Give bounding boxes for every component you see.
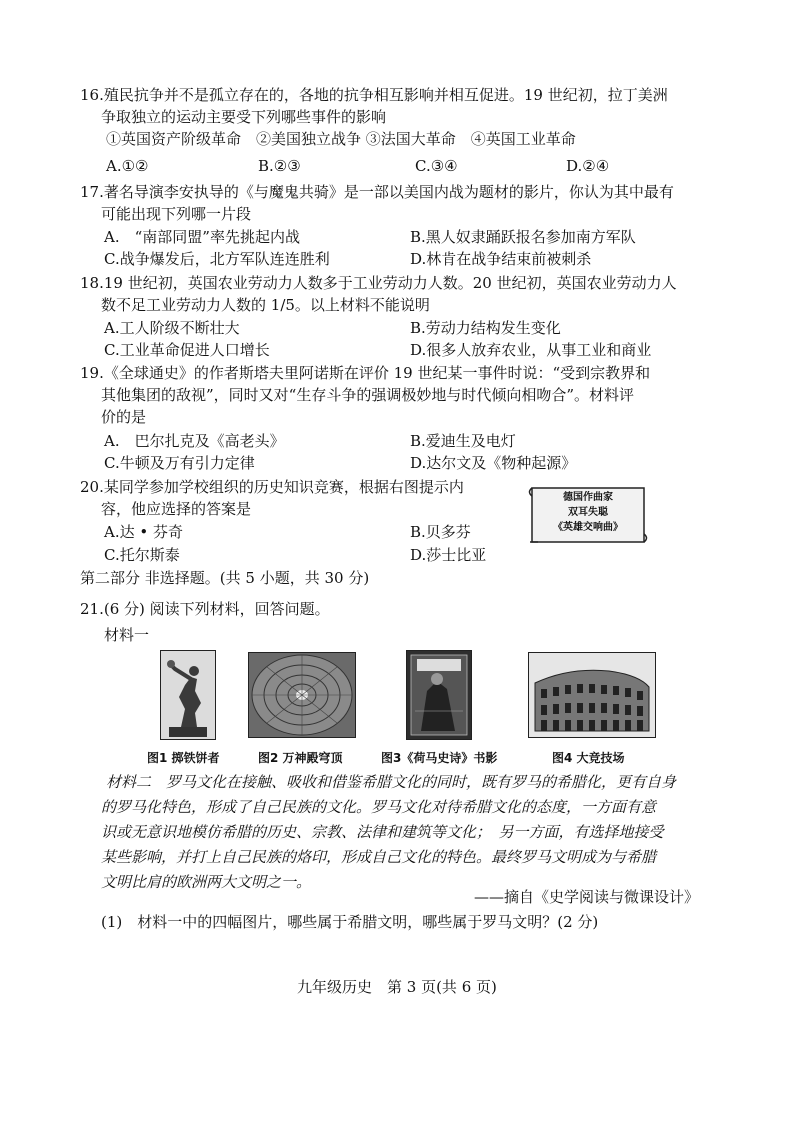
q18-option-b: B.劳动力结构发生变化 [410,319,561,337]
material2-source: ——摘自《史学阅读与微课设计》 [474,888,700,906]
q20-option-c: C.托尔斯泰 [104,546,180,564]
q20-option-a: A.达 • 芬奇 [104,523,183,541]
homer-book-cover-icon [407,651,471,739]
q17-option-c: C.战争爆发后，北方军队连连胜利 [104,250,330,268]
q19-option-a: A. 巴尔扎克及《高老头》 [104,432,285,450]
q16-option-a: A.①② [106,157,149,175]
material1-label: 材料一 [104,626,150,644]
q20-line1: 20.某同学参加学校组织的历史知识竞赛，根据右图提示内 [80,478,464,496]
q16-option-d: D.②④ [566,157,610,175]
material2-line4: 某些影响，并打上自己民族的烙印，形成自己文化的特色。最终罗马文明成为与希腊 [101,848,657,866]
colosseum-icon [529,653,655,737]
q20-option-b: B.贝多芬 [410,523,471,541]
q17-option-a: A. “南部同盟”率先挑起内战 [104,228,300,246]
q20-option-d: D.莎士比亚 [410,546,487,564]
q19-option-b: B.爱迪生及电灯 [410,432,516,450]
q17-option-b: B.黑人奴隶踊跃报名参加南方军队 [410,228,636,246]
q16-line2: 争取独立的运动主要受下列哪些事件的影响 [101,108,387,126]
homer-epic-book-image [406,650,472,740]
q19-line2: 其他集团的敌视”，同时又对“生存斗争的强调极妙地与时代倾向相吻合”。材料评 [101,386,635,404]
scroll-line-1: 德国作曲家 [563,492,613,503]
q18-option-a: A.工人阶级不断壮大 [104,319,240,337]
q17-line2: 可能出现下列哪一片段 [101,205,252,223]
q16-option-c: C.③④ [415,157,458,175]
q18-line1: 18.19 世纪初，英国农业劳动力人数多于工业劳动力人数。20 世纪初，英国农业劳动力人 [80,274,677,292]
scroll-line-3: 《英雄交响曲》 [553,522,623,533]
q17-line1: 17.著名导演李安执导的《与魔鬼共骑》是一部以美国内战为题材的影片，你认为其中最有 [80,183,674,201]
q16-events: ①英国资产阶级革命 ②美国独立战争 ③法国大革命 ④英国工业革命 [106,130,576,148]
q18-option-c: C.工业革命促进人口增长 [104,341,270,359]
page-footer: 九年级历史 第 3 页(共 6 页) [297,978,497,996]
q20-line2: 容，他应选择的答案是 [101,500,252,518]
pantheon-dome-image [248,652,356,738]
material2-line1: 材料二 罗马文化在接触、吸收和借鉴希腊文化的同时，既有罗马的希腊化，更有自身 [106,773,677,791]
material2-line5: 文明比肩的欧洲两大文明之一。 [101,873,312,891]
q18-option-d: D.很多人放弃农业，从事工业和商业 [410,341,652,359]
q17-option-d: D.林肯在战争结束前被刺杀 [410,250,592,268]
q19-line3: 价的是 [101,408,147,426]
q21-subquestion-1: (1) 材料一中的四幅图片，哪些属于希腊文明，哪些属于罗马文明？(2 分) [101,913,599,931]
caption-fig2: 图2 万神殿穹顶 [258,751,343,765]
q18-line2: 数不足工业劳动力人数的 1/5。以上材料不能说明 [101,296,430,314]
q16-line1: 16.殖民抗争并不是孤立存在的，各地的抗争相互影响并相互促进。19 世纪初，拉丁美洲 [80,86,668,104]
material2-line2: 的罗马化特色，形成了自己民族的文化。罗马文化对待希腊文化的态度，一方面有意 [101,798,657,816]
q19-option-d: D.达尔文及《物种起源》 [410,454,577,472]
discus-thrower-image [160,650,216,740]
caption-fig1: 图1 掷铁饼者 [147,751,220,765]
q21-heading: 21.(6 分) 阅读下列材料，回答问题。 [80,600,330,618]
pantheon-dome-icon [249,653,355,737]
scroll-line-2: 双耳失聪 [568,507,608,518]
discus-thrower-statue-icon [161,651,215,739]
material2-line3: 识或无意识地模仿希腊的历史、宗教、法律和建筑等文化； 另一方面，有选择地接受 [101,823,664,841]
q20-scroll-image [526,484,650,546]
q19-line1: 19.《全球通史》的作者斯塔夫里阿诺斯在评价 19 世纪某一事件时说：“受到宗教界和 [80,364,651,382]
q16-option-b: B.②③ [258,157,301,175]
q19-option-c: C.牛顿及万有引力定律 [104,454,255,472]
part2-heading: 第二部分 非选择题。(共 5 小题，共 30 分) [80,569,370,587]
caption-fig4: 图4 大竞技场 [552,751,625,765]
colosseum-image [528,652,656,738]
caption-fig3: 图3《荷马史诗》书影 [381,751,498,765]
